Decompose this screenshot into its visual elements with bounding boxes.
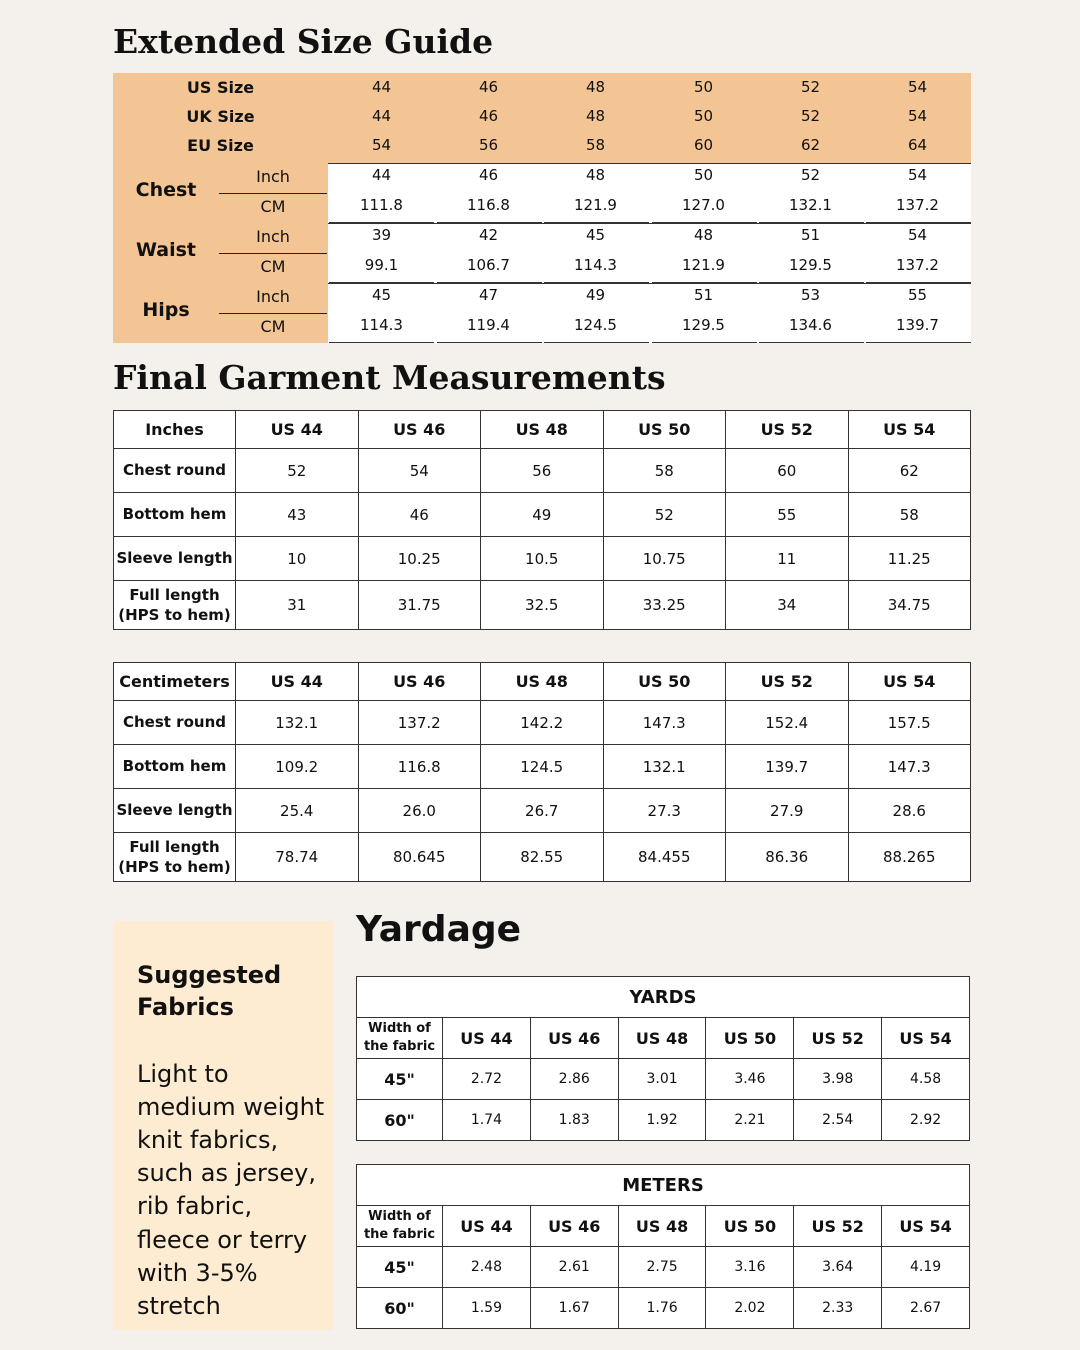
unit-label: CM	[260, 317, 286, 336]
header-cell: US 46	[530, 1206, 618, 1247]
header-cell: US 50	[603, 663, 726, 701]
table-row	[114, 789, 971, 833]
row-label: Sleeve length	[114, 537, 236, 581]
table-cell: 2.02	[706, 1288, 794, 1329]
size-guide-header	[113, 73, 971, 163]
row-label: Sleeve length	[114, 789, 236, 833]
table-cell: 2.61	[530, 1247, 618, 1288]
size-value: 121.9	[574, 196, 617, 214]
size-value: 44	[371, 78, 392, 96]
table-cell: 10	[236, 537, 359, 581]
unit-label: CM	[260, 257, 286, 276]
table-row	[357, 1100, 970, 1141]
size-value: 114.3	[360, 316, 403, 334]
table-cell: 82.55	[481, 833, 604, 882]
width-label-line: Width of	[368, 1021, 431, 1037]
size-value: 44	[371, 107, 392, 125]
divider	[544, 342, 649, 343]
row-label-line: Full length	[129, 837, 220, 856]
table-cell: 52	[236, 449, 359, 493]
size-row-label: US Size	[186, 78, 255, 97]
size-value: 137.2	[896, 256, 939, 274]
suggested-fabrics-title: Suggested Fabrics	[137, 961, 282, 1022]
size-value: 60	[693, 136, 714, 154]
table-row	[357, 1059, 970, 1100]
width-label-line: the fabric	[363, 1227, 436, 1242]
table-cell: 11.25	[848, 537, 971, 581]
header-cell: US 52	[794, 1018, 882, 1059]
size-value: 51	[693, 286, 714, 304]
table-cell: 43	[236, 493, 359, 537]
table-cell: 58	[603, 449, 726, 493]
size-value: 111.8	[360, 196, 403, 214]
table-cell: 80.645	[358, 833, 481, 882]
table-cell: 84.455	[603, 833, 726, 882]
size-value: 53	[800, 286, 821, 304]
size-value: 132.1	[789, 196, 832, 214]
table-cell: 52	[603, 493, 726, 537]
size-value: 62	[800, 136, 821, 154]
row-label: Bottom hem	[114, 493, 236, 537]
table-cell: 26.0	[358, 789, 481, 833]
row-label: Chest round	[114, 449, 236, 493]
table-cell: 88.265	[848, 833, 971, 882]
size-row-label: UK Size	[186, 107, 255, 126]
size-value: 49	[585, 286, 606, 304]
size-value: 137.2	[896, 196, 939, 214]
unit-label: CM	[260, 197, 286, 216]
table-row	[114, 833, 971, 882]
row-label	[114, 581, 236, 630]
size-value: 48	[585, 78, 606, 96]
table-cell: 31.75	[358, 581, 481, 630]
table-header-row	[357, 1018, 970, 1059]
table-row	[114, 581, 971, 630]
table-cell: 2.86	[530, 1059, 618, 1100]
header-cell: US 54	[882, 1018, 970, 1059]
size-value: 124.5	[574, 316, 617, 334]
table-cell: 1.83	[530, 1100, 618, 1141]
table-cell: 2.54	[794, 1100, 882, 1141]
table-cell: 2.92	[882, 1100, 970, 1141]
size-group-name: Chest	[135, 179, 197, 201]
header-cell: Inches	[114, 411, 236, 449]
size-value: 129.5	[789, 256, 832, 274]
size-value: 46	[478, 166, 499, 184]
header-cell: US 50	[706, 1206, 794, 1247]
row-label-line: Full length	[129, 585, 220, 604]
table-cell: 60	[726, 449, 849, 493]
size-value: 52	[800, 166, 821, 184]
table-cell: 147.3	[603, 701, 726, 745]
header-cell: US 48	[618, 1206, 706, 1247]
header-cell: US 48	[481, 411, 604, 449]
size-value: 50	[693, 107, 714, 125]
table-cell: 3.16	[706, 1247, 794, 1288]
table-cell: 2.75	[618, 1247, 706, 1288]
header-cell: US 52	[794, 1206, 882, 1247]
size-group-values	[328, 223, 971, 283]
table-cell: 34.75	[848, 581, 971, 630]
divider	[328, 283, 971, 284]
header-cell: US 46	[530, 1018, 618, 1059]
row-label: Chest round	[114, 701, 236, 745]
table-cell: 4.19	[882, 1247, 970, 1288]
header-cell: US 54	[848, 411, 971, 449]
header-cell: US 44	[443, 1206, 531, 1247]
header-cell: US 48	[481, 663, 604, 701]
size-value: 106.7	[467, 256, 510, 274]
table-cell: 116.8	[358, 745, 481, 789]
divider	[437, 342, 542, 343]
size-value: 48	[693, 226, 714, 244]
table-cell: 157.5	[848, 701, 971, 745]
size-value: 44	[371, 166, 392, 184]
header-cell: US 44	[236, 411, 359, 449]
table-cell: 152.4	[726, 701, 849, 745]
header-cell: US 54	[882, 1206, 970, 1247]
table-cell: 34	[726, 581, 849, 630]
table-cell: 2.48	[443, 1247, 531, 1288]
table-caption-row	[357, 977, 970, 1018]
size-value: 56	[478, 136, 499, 154]
table-header-row	[357, 1206, 970, 1247]
size-value: 51	[800, 226, 821, 244]
size-row-label: EU Size	[187, 136, 254, 155]
table-header-row	[114, 411, 971, 449]
size-group-chest	[113, 163, 971, 223]
size-group-label-cell	[113, 163, 328, 223]
table-caption: METERS	[357, 1165, 970, 1206]
size-value: 54	[907, 166, 928, 184]
measurements-cm-table	[113, 662, 971, 882]
table-header-row	[114, 663, 971, 701]
table-cell: 46	[358, 493, 481, 537]
size-value: 42	[478, 226, 499, 244]
table-caption: YARDS	[357, 977, 970, 1018]
size-group-hips	[113, 283, 971, 343]
width-label	[357, 1018, 443, 1059]
size-value: 54	[907, 226, 928, 244]
table-cell: 124.5	[481, 745, 604, 789]
size-group-waist	[113, 223, 971, 283]
table-row	[114, 449, 971, 493]
table-cell: 25.4	[236, 789, 359, 833]
table-cell: 56	[481, 449, 604, 493]
suggested-fabrics-panel	[113, 921, 333, 1330]
header-cell: US 52	[726, 663, 849, 701]
table-cell: 78.74	[236, 833, 359, 882]
header-cell: US 44	[236, 663, 359, 701]
header-cell: US 44	[443, 1018, 531, 1059]
yardage-title: Yardage	[356, 909, 522, 950]
size-value: 50	[693, 166, 714, 184]
size-value: 46	[478, 78, 499, 96]
table-cell: 139.7	[726, 745, 849, 789]
yardage-yards-table	[356, 976, 970, 1141]
size-group-label-cell	[113, 223, 328, 283]
size-value: 127.0	[682, 196, 725, 214]
table-cell: 147.3	[848, 745, 971, 789]
size-group-name: Hips	[142, 299, 190, 321]
table-cell: 3.46	[706, 1059, 794, 1100]
table-cell: 10.5	[481, 537, 604, 581]
row-label: 45"	[357, 1059, 443, 1100]
size-value: 52	[800, 78, 821, 96]
divider	[219, 193, 327, 194]
table-cell: 27.3	[603, 789, 726, 833]
table-cell: 54	[358, 449, 481, 493]
size-value: 54	[371, 136, 392, 154]
size-value: 139.7	[896, 316, 939, 334]
table-cell: 2.33	[794, 1288, 882, 1329]
size-value: 46	[478, 107, 499, 125]
size-value: 114.3	[574, 256, 617, 274]
table-cell: 10.75	[603, 537, 726, 581]
size-value: 45	[371, 286, 392, 304]
size-value: 54	[907, 78, 928, 96]
table-cell: 137.2	[358, 701, 481, 745]
size-value: 48	[585, 166, 606, 184]
table-cell: 27.9	[726, 789, 849, 833]
final-measurements-title: Final Garment Measurements	[113, 358, 666, 397]
size-value: 99.1	[364, 256, 399, 274]
size-value: 55	[907, 286, 928, 304]
size-value: 129.5	[682, 316, 725, 334]
size-value: 52	[800, 107, 821, 125]
size-group-values	[328, 163, 971, 223]
header-cell: US 52	[726, 411, 849, 449]
table-cell: 2.67	[882, 1288, 970, 1329]
size-group-label-cell	[113, 283, 328, 343]
width-label-line: Width of	[368, 1209, 431, 1225]
size-guide-title: Extended Size Guide	[113, 22, 494, 61]
table-cell: 3.01	[618, 1059, 706, 1100]
header-cell: US 50	[603, 411, 726, 449]
table-row	[114, 493, 971, 537]
row-label	[114, 833, 236, 882]
header-cell: Centimeters	[114, 663, 236, 701]
row-label-line: (HPS to hem)	[118, 858, 231, 876]
table-cell: 3.64	[794, 1247, 882, 1288]
table-cell: 1.74	[443, 1100, 531, 1141]
divider	[652, 342, 757, 343]
table-cell: 4.58	[882, 1059, 970, 1100]
size-group-values	[328, 283, 971, 343]
header-cell: US 46	[358, 411, 481, 449]
divider	[219, 313, 327, 314]
suggested-fabrics-body: Light to medium weight knit fabrics, such as jersey, rib fabric, fleece or terry with 3-5% stretch	[137, 1060, 325, 1320]
table-caption-row	[357, 1165, 970, 1206]
table-cell: 58	[848, 493, 971, 537]
table-cell: 1.67	[530, 1288, 618, 1329]
size-value: 50	[693, 78, 714, 96]
header-cell: US 54	[848, 663, 971, 701]
table-cell: 1.92	[618, 1100, 706, 1141]
divider	[219, 253, 327, 254]
size-value: 58	[585, 136, 606, 154]
row-label: 60"	[357, 1100, 443, 1141]
table-cell: 142.2	[481, 701, 604, 745]
table-cell: 132.1	[236, 701, 359, 745]
table-cell: 109.2	[236, 745, 359, 789]
table-cell: 26.7	[481, 789, 604, 833]
table-row	[114, 701, 971, 745]
size-value: 119.4	[467, 316, 510, 334]
divider	[329, 342, 434, 343]
unit-label: Inch	[256, 287, 290, 306]
table-cell: 11	[726, 537, 849, 581]
header-cell: US 50	[706, 1018, 794, 1059]
size-value: 48	[585, 107, 606, 125]
table-cell: 1.76	[618, 1288, 706, 1329]
width-label-line: the fabric	[363, 1039, 436, 1054]
measurements-inches-table	[113, 410, 971, 630]
row-label-line: (HPS to hem)	[118, 606, 231, 624]
table-cell: 86.36	[726, 833, 849, 882]
size-value: 45	[585, 226, 606, 244]
size-guide-table	[113, 73, 971, 344]
table-row	[114, 537, 971, 581]
table-row	[114, 745, 971, 789]
width-label	[357, 1206, 443, 1247]
table-cell: 33.25	[603, 581, 726, 630]
header-cell: US 46	[358, 663, 481, 701]
size-value: 116.8	[467, 196, 510, 214]
row-label: 45"	[357, 1247, 443, 1288]
table-cell: 10.25	[358, 537, 481, 581]
size-value: 54	[907, 107, 928, 125]
divider	[759, 342, 864, 343]
size-value: 121.9	[682, 256, 725, 274]
header-cell: US 48	[618, 1018, 706, 1059]
table-cell: 1.59	[443, 1288, 531, 1329]
row-label: 60"	[357, 1288, 443, 1329]
divider	[328, 163, 971, 164]
divider	[866, 342, 971, 343]
table-cell: 31	[236, 581, 359, 630]
yardage-meters-table	[356, 1164, 970, 1329]
size-group-name: Waist	[135, 239, 196, 261]
row-label: Bottom hem	[114, 745, 236, 789]
divider	[328, 223, 971, 224]
size-value: 64	[907, 136, 928, 154]
table-row	[357, 1288, 970, 1329]
table-cell: 2.21	[706, 1100, 794, 1141]
table-cell: 28.6	[848, 789, 971, 833]
table-cell: 2.72	[443, 1059, 531, 1100]
unit-label: Inch	[256, 167, 290, 186]
table-cell: 62	[848, 449, 971, 493]
table-row	[357, 1247, 970, 1288]
table-cell: 3.98	[794, 1059, 882, 1100]
unit-label: Inch	[256, 227, 290, 246]
table-cell: 132.1	[603, 745, 726, 789]
table-cell: 55	[726, 493, 849, 537]
size-value: 47	[478, 286, 499, 304]
table-cell: 49	[481, 493, 604, 537]
size-value: 134.6	[789, 316, 832, 334]
table-cell: 32.5	[481, 581, 604, 630]
size-value: 39	[371, 226, 392, 244]
